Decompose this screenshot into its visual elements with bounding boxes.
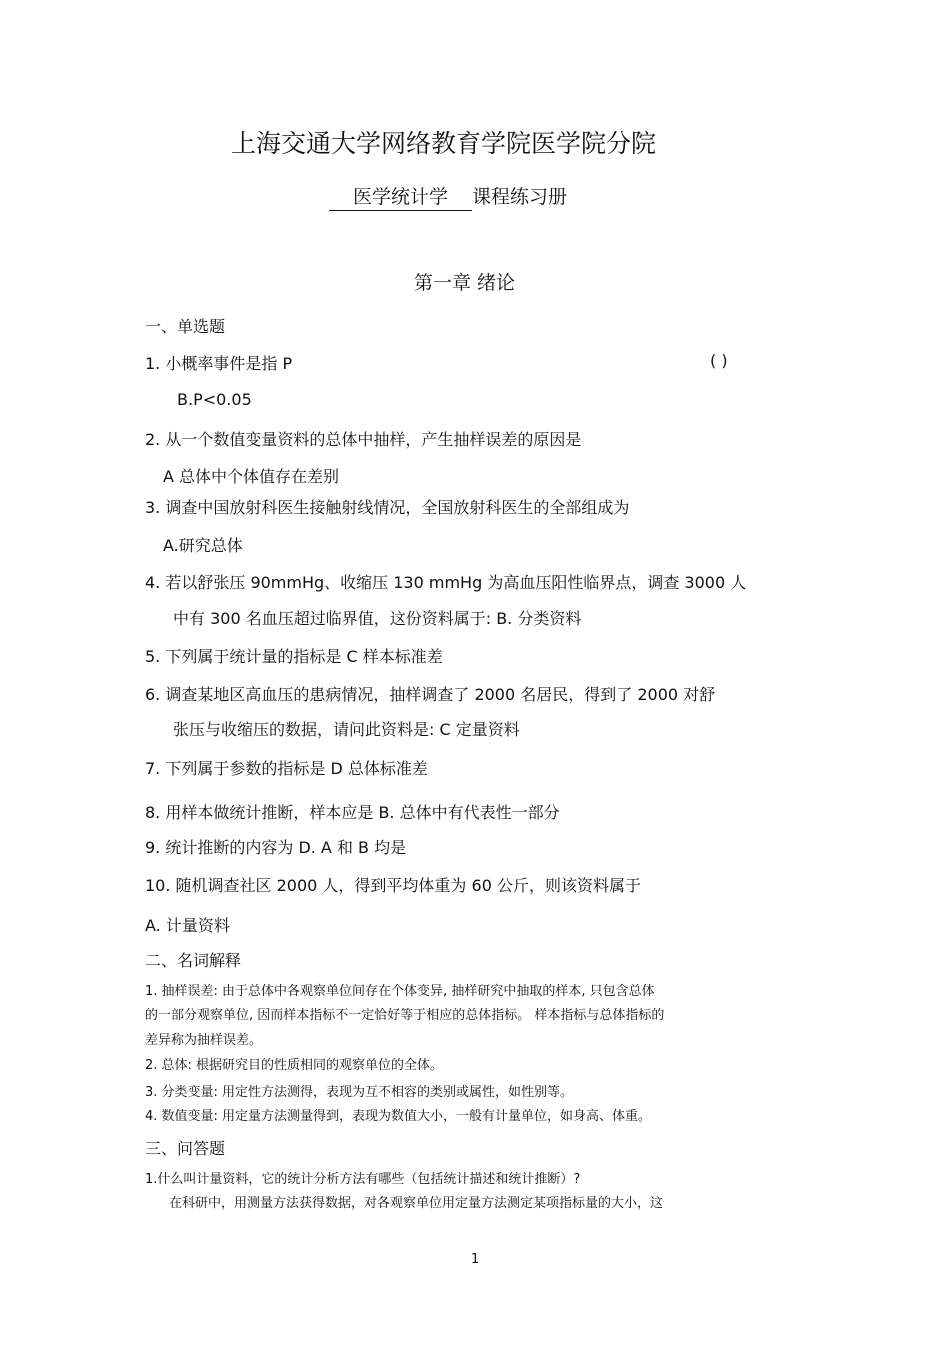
question-9: 9. 统计推断的内容为 D. A 和 B 均是 [145,838,407,857]
section-heading-terms: 二、名词解释 [145,951,242,970]
question-3-answer: A.研究总体 [163,536,243,555]
question-8: 8. 用样本做统计推断，样本应是 B. 总体中有代表性一部分 [145,803,560,822]
question-6-line-2: 张压与收缩压的数据，请问此资料是: C 定量资料 [173,720,520,739]
section-heading-qa: 三、问答题 [145,1139,226,1158]
subtitle-rest: 课程练习册 [472,186,568,208]
question-1-answer: B.P<0.05 [177,390,252,409]
page-number: 1 [471,1252,480,1267]
question-1-answer-blank: ( ) [710,351,728,370]
term-1-line-2: 的一部分观察单位, 因而样本指标不一定恰好等于相应的总体指标。 样本指标与总体指标的 [145,1008,665,1023]
term-1-line-3: 差异称为抽样误差。 [145,1033,263,1048]
question-2-answer: A 总体中个体值存在差别 [163,467,340,486]
question-1: 1. 小概率事件是指 P [145,354,293,373]
term-3: 3. 分类变量: 用定性方法测得，表现为互不相容的类别或属性，如性别等。 [145,1085,574,1100]
question-3: 3. 调查中国放射科医生接触射线情况，全国放射科医生的全部组成为 [145,498,630,517]
question-10: 10. 随机调查社区 2000 人，得到平均体重为 60 公斤，则该资料属于 [145,876,641,895]
term-2: 2. 总体: 根据研究目的性质相同的观察单位的全体。 [145,1058,444,1073]
question-5: 5. 下列属于统计量的指标是 C 样本标准差 [145,647,443,666]
question-2: 2. 从一个数值变量资料的总体中抽样，产生抽样误差的原因是 [145,430,582,449]
qa-1-answer-text: 在科研中，用测量方法获得数据，对各观察单位用定量方法测定某项指标量的大小，这 [169,1196,664,1211]
question-7: 7. 下列属于参数的指标是 D 总体标准差 [145,759,428,778]
qa-1-question: 1.什么叫计量资料，它的统计分析方法有哪些（包括统计描述和统计推断）? [145,1172,581,1187]
document-title: 上海交通大学网络教育学院医学院分院 [231,129,657,158]
section-heading-single-choice: 一、单选题 [145,317,226,336]
document-subtitle [329,182,567,211]
term-4: 4. 数值变量: 用定量方法测量得到，表现为数值大小，一般有计量单位，如身高、体重。 [145,1109,652,1124]
question-4-line-1: 4. 若以舒张压 90mmHg、收缩压 130 mmHg 为高血压阳性临界点，调查 3000 人 [145,573,747,592]
course-name: 医学统计学 [329,182,472,211]
term-1-line-1: 1. 抽样误差: 由于总体中各观察单位间存在个体变异, 抽样研究中抽取的样本, 只包含总体 [145,984,655,999]
question-6-line-1: 6. 调查某地区高血压的患病情况，抽样调查了 2000 名居民，得到了 2000 对舒 [145,685,716,704]
chapter-title: 第一章 绪论 [414,272,516,294]
question-4-line-2: 中有 300 名血压超过临界值，这份资料属于: B. 分类资料 [173,609,582,628]
question-10-answer: A. 计量资料 [145,916,230,935]
